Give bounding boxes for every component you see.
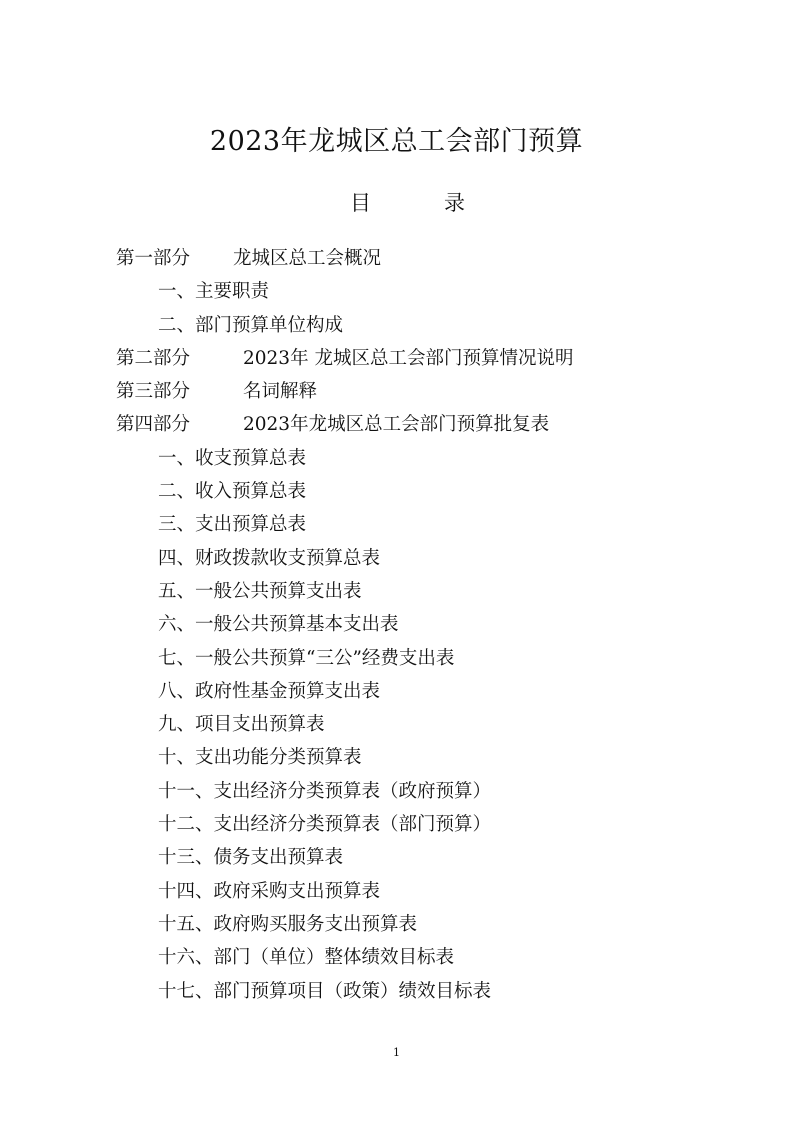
toc-item-label: 十四、政府采购支出预算表 [158,880,381,902]
toc-part-title: 龙城区总工会概况 [233,248,382,269]
toc-item-label: 五、一般公共预算支出表 [158,580,362,602]
toc-part-title: 名词解释 [243,381,318,403]
toc-item-main-duties[interactable] [0,275,793,308]
toc-item-label: 一、主要职责 [158,281,270,303]
toc-item-label: 一、收支预算总表 [158,447,307,469]
table-of-contents [0,242,793,1008]
toc-item-label: 九、项目支出预算表 [158,714,325,736]
toc-part-label: 第三部分 [116,381,191,403]
toc-item-budget-units[interactable] [0,309,793,342]
toc-item[interactable] [0,841,793,874]
toc-item[interactable] [0,475,793,508]
toc-item[interactable] [0,508,793,541]
document-title: 2023年龙城区总工会部门预算 [209,126,584,157]
toc-item[interactable] [0,708,793,741]
toc-item-label: 十六、部门（单位）整体绩效目标表 [158,947,455,969]
toc-part-4[interactable] [0,408,793,441]
toc-item-label: 六、一般公共预算基本支出表 [158,614,399,636]
toc-item-label: 十七、部门预算项目（政策）绩效目标表 [158,980,492,1002]
toc-part-1[interactable] [0,242,793,275]
toc-item[interactable] [0,741,793,774]
toc-part-3[interactable] [0,375,793,408]
toc-item-label: 四、财政拨款收支预算总表 [158,547,381,569]
toc-item-label: 十一、支出经济分类预算表（政府预算） [158,780,492,802]
toc-part-2[interactable] [0,342,793,375]
toc-item-label: 十五、政府购买服务支出预算表 [158,913,418,935]
toc-item[interactable] [0,775,793,808]
toc-part-title: 2023年龙城区总工会部门预算批复表 [243,414,550,436]
toc-part-label: 第一部分 [116,248,191,269]
toc-item-label: 十三、债务支出预算表 [158,847,344,869]
toc-item[interactable] [0,575,793,608]
toc-item[interactable] [0,941,793,974]
toc-item-label: 二、收入预算总表 [158,481,307,503]
toc-item-label: 二、部门预算单位构成 [158,314,344,336]
page-number: 1 [393,1046,400,1059]
toc-item-label: 十二、支出经济分类预算表（部门预算） [158,814,492,836]
toc-part-label: 第二部分 [116,347,191,369]
toc-item-label: 十、支出功能分类预算表 [158,747,362,769]
toc-item[interactable] [0,675,793,708]
toc-heading-char-1: 目 [350,191,371,215]
toc-item[interactable] [0,875,793,908]
toc-item[interactable] [0,642,793,675]
toc-part-title: 2023年 龙城区总工会部门预算情况说明 [243,347,574,369]
toc-item-label: 三、支出预算总表 [158,514,307,536]
toc-item[interactable] [0,975,793,1008]
toc-item[interactable] [0,608,793,641]
toc-item-label: 七、一般公共预算“三公”经费支出表 [158,647,455,669]
toc-heading [0,186,793,220]
toc-item[interactable] [0,542,793,575]
toc-item[interactable] [0,808,793,841]
toc-item[interactable] [0,908,793,941]
toc-heading-char-2: 录 [444,191,465,215]
toc-item-label: 八、政府性基金预算支出表 [158,680,381,702]
toc-part-label: 第四部分 [116,414,191,436]
toc-item[interactable] [0,442,793,475]
